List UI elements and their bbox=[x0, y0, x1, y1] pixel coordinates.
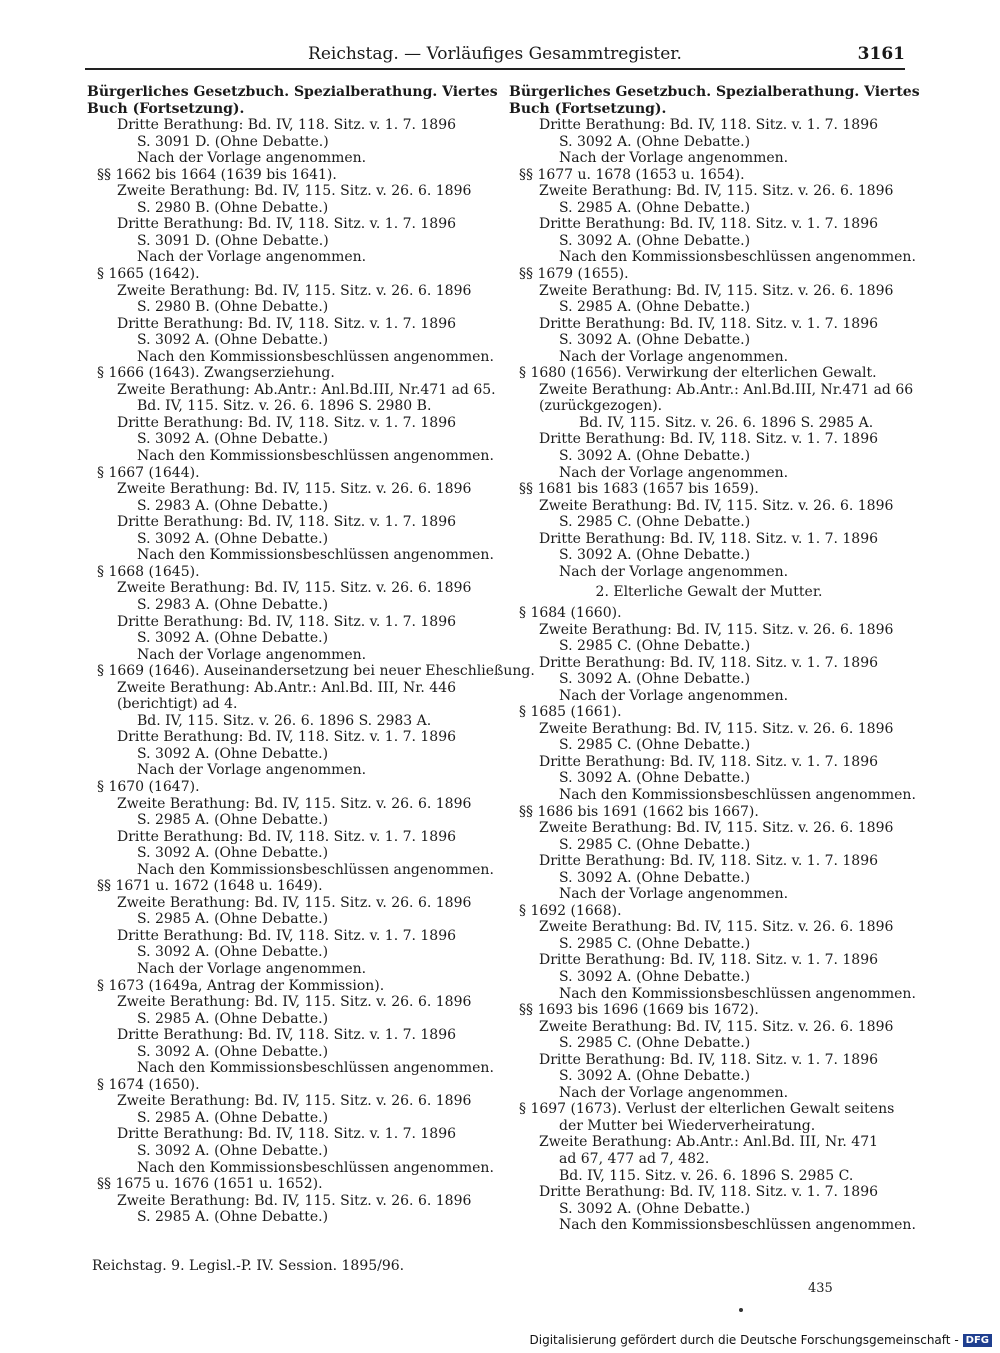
index-line: Zweite Berathung: Bd. IV, 115. Sitz. v. 26. 6. 1896 bbox=[117, 795, 472, 812]
index-line: S. 3091 D. (Ohne Debatte.) bbox=[137, 133, 329, 150]
index-line: S. 2985 C. (Ohne Debatte.) bbox=[559, 836, 751, 853]
index-line: Nach den Kommissionsbeschlüssen angenommen. bbox=[559, 1217, 916, 1234]
index-line: S. 2985 A. (Ohne Debatte.) bbox=[137, 1109, 329, 1126]
index-line: Zweite Berathung: Bd. IV, 115. Sitz. v. 26. 6. 1896 bbox=[539, 183, 894, 200]
digitization-text: Digitalisierung gefördert durch die Deutsche Forschungsgemeinschaft - bbox=[529, 1333, 959, 1347]
index-line: § 1665 (1642). bbox=[97, 266, 200, 283]
index-line: S. 3091 D. (Ohne Debatte.) bbox=[137, 232, 329, 249]
header-rule bbox=[85, 68, 905, 70]
index-line: §§ 1679 (1655). bbox=[519, 266, 629, 283]
index-line: Zweite Berathung: Bd. IV, 115. Sitz. v. 26. 6. 1896 bbox=[539, 497, 894, 514]
entry-heading: Buch (Fortsetzung). bbox=[509, 100, 667, 117]
left-column bbox=[87, 84, 535, 1226]
index-line: Dritte Berathung: Bd. IV, 118. Sitz. v. 1. 7. 1896 bbox=[539, 952, 879, 969]
index-line: Dritte Berathung: Bd. IV, 118. Sitz. v. 1. 7. 1896 bbox=[117, 729, 457, 746]
index-line: S. 3092 A. (Ohne Debatte.) bbox=[137, 944, 329, 961]
index-line: S. 3092 A. (Ohne Debatte.) bbox=[559, 448, 751, 465]
index-line: Nach der Vorlage angenommen. bbox=[137, 249, 367, 266]
index-line: S. 2985 A. (Ohne Debatte.) bbox=[559, 199, 751, 216]
index-line: Nach der Vorlage angenommen. bbox=[137, 960, 367, 977]
index-line: Zweite Berathung: Bd. IV, 115. Sitz. v. 26. 6. 1896 bbox=[539, 919, 894, 936]
index-line: S. 2985 A. (Ohne Debatte.) bbox=[137, 1010, 329, 1027]
index-line: §§ 1681 bis 1683 (1657 bis 1659). bbox=[519, 481, 759, 498]
index-line: Zweite Berathung: Ab.Antr.: Anl.Bd.III, Nr.471 ad 66 bbox=[539, 381, 914, 398]
index-line: §§ 1693 bis 1696 (1669 bis 1672). bbox=[519, 1002, 759, 1019]
printer-mark bbox=[739, 1308, 743, 1312]
index-line: Nach der Vorlage angenommen. bbox=[559, 886, 789, 903]
index-line: Dritte Berathung: Bd. IV, 118. Sitz. v. 1. 7. 1896 bbox=[539, 853, 879, 870]
index-line: § 1667 (1644). bbox=[97, 464, 200, 481]
index-line: § 1697 (1673). Verlust der elterlichen Gewalt seitens bbox=[519, 1101, 895, 1118]
index-line: der Mutter bei Wiederverheiratung. bbox=[559, 1117, 816, 1134]
index-line: S. 3092 A. (Ohne Debatte.) bbox=[559, 1200, 751, 1217]
index-line: Dritte Berathung: Bd. IV, 118. Sitz. v. 1. 7. 1896 bbox=[117, 1126, 457, 1143]
index-line: Dritte Berathung: Bd. IV, 118. Sitz. v. 1. 7. 1896 bbox=[117, 514, 457, 531]
index-line: Nach der Vorlage angenommen. bbox=[137, 762, 367, 779]
index-line: S. 2980 B. (Ohne Debatte.) bbox=[137, 299, 329, 316]
index-line: Nach den Kommissionsbeschlüssen angenommen. bbox=[137, 348, 494, 365]
index-line: Zweite Berathung: Bd. IV, 115. Sitz. v. 26. 6. 1896 bbox=[539, 282, 894, 299]
index-line: S. 2985 C. (Ohne Debatte.) bbox=[559, 1035, 751, 1052]
index-line: Nach der Vorlage angenommen. bbox=[559, 687, 789, 704]
index-line: Dritte Berathung: Bd. IV, 118. Sitz. v. 1. 7. 1896 bbox=[117, 117, 457, 134]
index-line: Zweite Berathung: Bd. IV, 115. Sitz. v. 26. 6. 1896 bbox=[539, 820, 894, 837]
index-line: S. 3092 A. (Ohne Debatte.) bbox=[559, 869, 751, 886]
entry-heading: Bürgerliches Gesetzbuch. Spezialberathung. Viertes bbox=[87, 84, 498, 100]
index-line: Dritte Berathung: Bd. IV, 118. Sitz. v. 1. 7. 1896 bbox=[117, 927, 457, 944]
index-line: Zweite Berathung: Bd. IV, 115. Sitz. v. 26. 6. 1896 bbox=[117, 481, 472, 498]
index-line: Zweite Berathung: Bd. IV, 115. Sitz. v. 26. 6. 1896 bbox=[117, 1192, 472, 1209]
index-line: Nach der Vorlage angenommen. bbox=[559, 1084, 789, 1101]
running-title: Reichstag. — Vorläufiges Gesammtregister. bbox=[308, 44, 682, 64]
index-line: Dritte Berathung: Bd. IV, 118. Sitz. v. 1. 7. 1896 bbox=[539, 216, 879, 233]
index-line: Dritte Berathung: Bd. IV, 118. Sitz. v. 1. 7. 1896 bbox=[539, 654, 879, 671]
index-line: Nach der Vorlage angenommen. bbox=[137, 150, 367, 167]
dfg-logo: DFG bbox=[963, 1334, 992, 1347]
page-number: 3161 bbox=[857, 44, 905, 64]
index-line: S. 3092 A. (Ohne Debatte.) bbox=[137, 332, 329, 349]
index-line: § 1680 (1656). Verwirkung der elterlichen Gewalt. bbox=[519, 365, 877, 382]
index-line: §§ 1677 u. 1678 (1653 u. 1654). bbox=[519, 166, 745, 183]
index-line: (berichtigt) ad 4. bbox=[117, 696, 238, 713]
index-line: Dritte Berathung: Bd. IV, 118. Sitz. v. 1. 7. 1896 bbox=[117, 414, 457, 431]
index-line: Zweite Berathung: Bd. IV, 115. Sitz. v. 26. 6. 1896 bbox=[539, 621, 894, 638]
index-line: Dritte Berathung: Bd. IV, 118. Sitz. v. 1. 7. 1896 bbox=[539, 530, 879, 547]
index-line: Dritte Berathung: Bd. IV, 118. Sitz. v. 1. 7. 1896 bbox=[117, 315, 457, 332]
index-line: Zweite Berathung: Bd. IV, 115. Sitz. v. 26. 6. 1896 bbox=[539, 720, 894, 737]
index-line: Dritte Berathung: Bd. IV, 118. Sitz. v. 1. 7. 1896 bbox=[539, 1184, 879, 1201]
index-line: §§ 1675 u. 1676 (1651 u. 1652). bbox=[97, 1176, 323, 1193]
index-line: § 1674 (1650). bbox=[97, 1076, 200, 1093]
index-line: S. 3092 A. (Ohne Debatte.) bbox=[137, 1143, 329, 1159]
index-line: Dritte Berathung: Bd. IV, 118. Sitz. v. 1. 7. 1896 bbox=[539, 753, 879, 770]
index-line: Nach den Kommissionsbeschlüssen angenommen. bbox=[137, 448, 494, 465]
index-line: S. 3092 A. (Ohne Debatte.) bbox=[559, 968, 751, 985]
index-line: Dritte Berathung: Bd. IV, 118. Sitz. v. 1. 7. 1896 bbox=[117, 613, 457, 630]
index-line: S. 2985 A. (Ohne Debatte.) bbox=[137, 911, 329, 928]
index-line: Dritte Berathung: Bd. IV, 118. Sitz. v. 1. 7. 1896 bbox=[539, 431, 879, 448]
index-line: Dritte Berathung: Bd. IV, 118. Sitz. v. 1. 7. 1896 bbox=[539, 315, 879, 332]
index-line: Nach den Kommissionsbeschlüssen angenommen. bbox=[559, 985, 916, 1002]
index-line: S. 3092 A. (Ohne Debatte.) bbox=[559, 547, 751, 564]
index-line: Nach der Vorlage angenommen. bbox=[137, 646, 367, 663]
index-line: § 1685 (1661). bbox=[519, 704, 622, 721]
index-line: S. 3092 A. (Ohne Debatte.) bbox=[137, 431, 329, 448]
index-line: Dritte Berathung: Bd. IV, 118. Sitz. v. 1. 7. 1896 bbox=[539, 117, 879, 134]
index-line: Zweite Berathung: Bd. IV, 115. Sitz. v. 26. 6. 1896 bbox=[117, 183, 472, 200]
right-column bbox=[509, 84, 920, 1234]
index-line: S. 3092 A. (Ohne Debatte.) bbox=[559, 232, 751, 249]
index-line: Nach der Vorlage angenommen. bbox=[559, 563, 789, 580]
index-line: S. 2980 B. (Ohne Debatte.) bbox=[137, 199, 329, 216]
index-line: Bd. IV, 115. Sitz. v. 26. 6. 1896 S. 2985 A. bbox=[579, 414, 874, 431]
sheet-number: 435 bbox=[808, 1281, 833, 1296]
entry-heading: Buch (Fortsetzung). bbox=[87, 100, 245, 117]
index-line: § 1670 (1647). bbox=[97, 778, 200, 795]
index-line: §§ 1662 bis 1664 (1639 bis 1641). bbox=[97, 166, 337, 183]
section-heading: 2. Elterliche Gewalt der Mutter. bbox=[595, 584, 823, 601]
index-line: Dritte Berathung: Bd. IV, 118. Sitz. v. 1. 7. 1896 bbox=[117, 828, 457, 845]
index-line: S. 2985 A. (Ohne Debatte.) bbox=[559, 299, 751, 316]
index-line: Zweite Berathung: Bd. IV, 115. Sitz. v. 26. 6. 1896 bbox=[117, 282, 472, 299]
index-line: ad 67, 477 ad 7, 482. bbox=[559, 1151, 710, 1167]
entry-heading: Bürgerliches Gesetzbuch. Spezialberathung. Viertes bbox=[509, 84, 920, 100]
index-line: Zweite Berathung: Bd. IV, 115. Sitz. v. 26. 6. 1896 bbox=[117, 580, 472, 597]
index-line: § 1684 (1660). bbox=[519, 604, 622, 621]
index-line: Zweite Berathung: Bd. IV, 115. Sitz. v. 26. 6. 1896 bbox=[539, 1018, 894, 1035]
index-line: Nach der Vorlage angenommen. bbox=[559, 150, 789, 167]
index-line: Dritte Berathung: Bd. IV, 118. Sitz. v. 1. 7. 1896 bbox=[539, 1051, 879, 1068]
footer-session-note: Reichstag. 9. Legisl.-P. IV. Session. 1895/96. bbox=[92, 1258, 405, 1274]
index-line: §§ 1671 u. 1672 (1648 u. 1649). bbox=[97, 878, 323, 895]
index-line: S. 3092 A. (Ohne Debatte.) bbox=[559, 770, 751, 787]
index-line: (zurückgezogen). bbox=[539, 398, 663, 415]
index-line: S. 3092 A. (Ohne Debatte.) bbox=[559, 671, 751, 688]
index-line: Nach den Kommissionsbeschlüssen angenommen. bbox=[137, 1159, 494, 1176]
index-line: S. 2983 A. (Ohne Debatte.) bbox=[137, 596, 329, 613]
index-line: S. 2985 C. (Ohne Debatte.) bbox=[559, 514, 751, 531]
index-line: S. 3092 A. (Ohne Debatte.) bbox=[137, 530, 329, 547]
index-line: Bd. IV, 115. Sitz. v. 26. 6. 1896 S. 2983 A. bbox=[137, 712, 432, 729]
index-line: Bd. IV, 115. Sitz. v. 26. 6. 1896 S. 2980 B. bbox=[137, 398, 432, 415]
index-line: Zweite Berathung: Ab.Antr.: Anl.Bd.III, Nr.471 ad 65. bbox=[117, 381, 496, 398]
index-line: S. 2983 A. (Ohne Debatte.) bbox=[137, 497, 329, 514]
index-line: §§ 1686 bis 1691 (1662 bis 1667). bbox=[519, 803, 759, 820]
index-line: § 1666 (1643). Zwangserziehung. bbox=[97, 365, 335, 382]
index-line: Zweite Berathung: Ab.Antr.: Anl.Bd. III, Nr. 471 bbox=[539, 1134, 879, 1151]
index-line: Zweite Berathung: Ab.Antr.: Anl.Bd. III, Nr. 446 bbox=[117, 679, 457, 696]
index-line: Zweite Berathung: Bd. IV, 115. Sitz. v. 26. 6. 1896 bbox=[117, 1093, 472, 1110]
index-line: S. 3092 A. (Ohne Debatte.) bbox=[137, 630, 329, 647]
index-line: Nach den Kommissionsbeschlüssen angenommen. bbox=[559, 786, 916, 803]
index-line: S. 3092 A. (Ohne Debatte.) bbox=[137, 745, 329, 762]
index-line: Dritte Berathung: Bd. IV, 118. Sitz. v. 1. 7. 1896 bbox=[117, 216, 457, 233]
index-line: Bd. IV, 115. Sitz. v. 26. 6. 1896 S. 2985 C. bbox=[559, 1167, 854, 1184]
index-line: Nach den Kommissionsbeschlüssen angenommen. bbox=[137, 861, 494, 878]
index-line: § 1669 (1646). Auseinandersetzung bei neuer Eheschließung. bbox=[97, 663, 535, 680]
page-header bbox=[85, 44, 905, 68]
index-line: § 1692 (1668). bbox=[519, 902, 622, 919]
index-line: Zweite Berathung: Bd. IV, 115. Sitz. v. 26. 6. 1896 bbox=[117, 894, 472, 911]
digitization-notice bbox=[530, 1333, 993, 1347]
index-line: S. 2985 C. (Ohne Debatte.) bbox=[559, 737, 751, 754]
index-line: Dritte Berathung: Bd. IV, 118. Sitz. v. 1. 7. 1896 bbox=[117, 1027, 457, 1044]
index-line: S. 2985 C. (Ohne Debatte.) bbox=[559, 638, 751, 655]
index-line: S. 3092 A. (Ohne Debatte.) bbox=[137, 1043, 329, 1060]
index-line: S. 3092 A. (Ohne Debatte.) bbox=[559, 332, 751, 349]
index-line: Nach den Kommissionsbeschlüssen angenommen. bbox=[559, 249, 916, 266]
index-line: Nach der Vorlage angenommen. bbox=[559, 348, 789, 365]
index-line: S. 3092 A. (Ohne Debatte.) bbox=[559, 133, 751, 150]
index-line: S. 3092 A. (Ohne Debatte.) bbox=[559, 1068, 751, 1085]
index-line: Nach der Vorlage angenommen. bbox=[559, 464, 789, 481]
index-line: S. 3092 A. (Ohne Debatte.) bbox=[137, 845, 329, 862]
index-line: S. 2985 A. (Ohne Debatte.) bbox=[137, 812, 329, 829]
index-line: § 1673 (1649a, Antrag der Kommission). bbox=[97, 977, 385, 994]
index-line: Nach den Kommissionsbeschlüssen angenommen. bbox=[137, 1060, 494, 1077]
index-line: § 1668 (1645). bbox=[97, 563, 200, 580]
index-line: Nach den Kommissionsbeschlüssen angenommen. bbox=[137, 547, 494, 564]
index-line: S. 2985 C. (Ohne Debatte.) bbox=[559, 935, 751, 952]
index-line: S. 2985 A. (Ohne Debatte.) bbox=[137, 1209, 329, 1226]
index-line: Zweite Berathung: Bd. IV, 115. Sitz. v. 26. 6. 1896 bbox=[117, 994, 472, 1011]
